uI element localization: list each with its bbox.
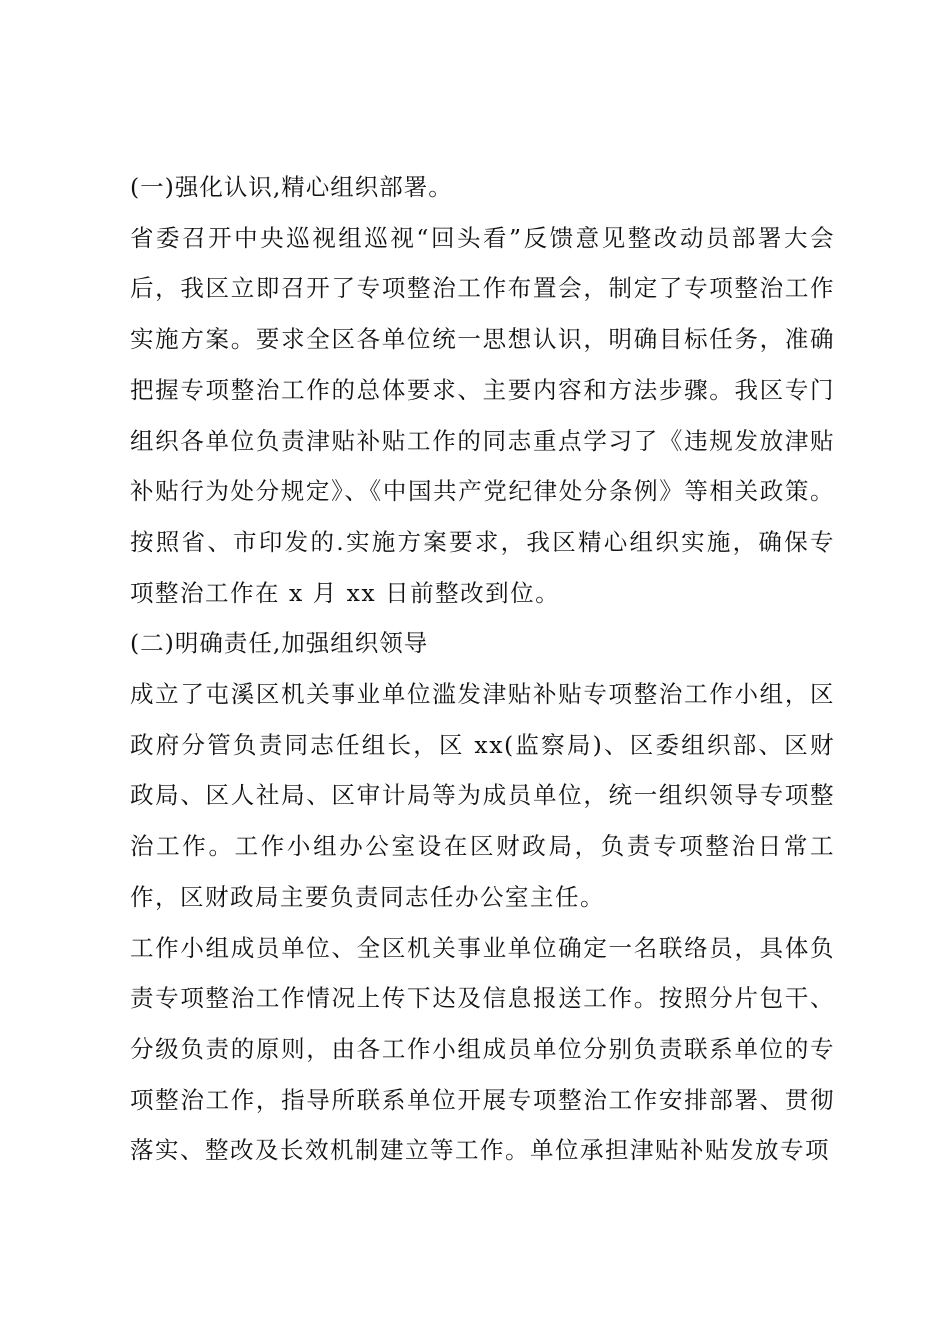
section-heading-2: (二)明确责任,加强组织领导: [130, 629, 429, 658]
section-heading-1: (一)强化认识,精心组织部署。: [130, 173, 453, 201]
document-body: [130, 162, 835, 1176]
body-paragraph: 成立了屯溪区机关事业单位滥发津贴补贴专项整治工作小组，区政府分管负责同志任组长，区 xx(监察局)、区委组织部、区财政局、区人社局、区审计局等为成员单位，统一组织领导专项整治工作。工作小组办公室设在区财政局，负责专项整治日常工作，区财政局主要负责同志任办公室主任。: [130, 680, 835, 911]
body-paragraph: 工作小组成员单位、全区机关事业单位确定一名联络员，具体负责专项整治工作情况上传下达及信息报送工作。按照分片包干、分级负责的原则，由各工作小组成员单位分别负责联系单位的专项整治工作，指导所联系单位开展专项整治工作安排部署、贯彻落实、整改及长效机制建立等工作。单位承担津贴补贴发放专项: [130, 933, 835, 1165]
body-paragraph: 省委召开中央巡视组巡视“回头看”反馈意见整改动员部署大会后，我区立即召开了专项整治工作布置会，制定了专项整治工作实施方案。要求全区各单位统一思想认识，明确目标任务，准确把握专项整治工作的总体要求、主要内容和方法步骤。我区专门组织各单位负责津贴补贴工作的同志重点学习了《违规发放津贴补贴行为处分规定》、《中国共产党纪律处分条例》等相关政策。按照省、市印发的.实施方案要求，我区精心组织实施，确保专项整治工作在 x 月 xx 日前整改到位。: [130, 223, 835, 607]
